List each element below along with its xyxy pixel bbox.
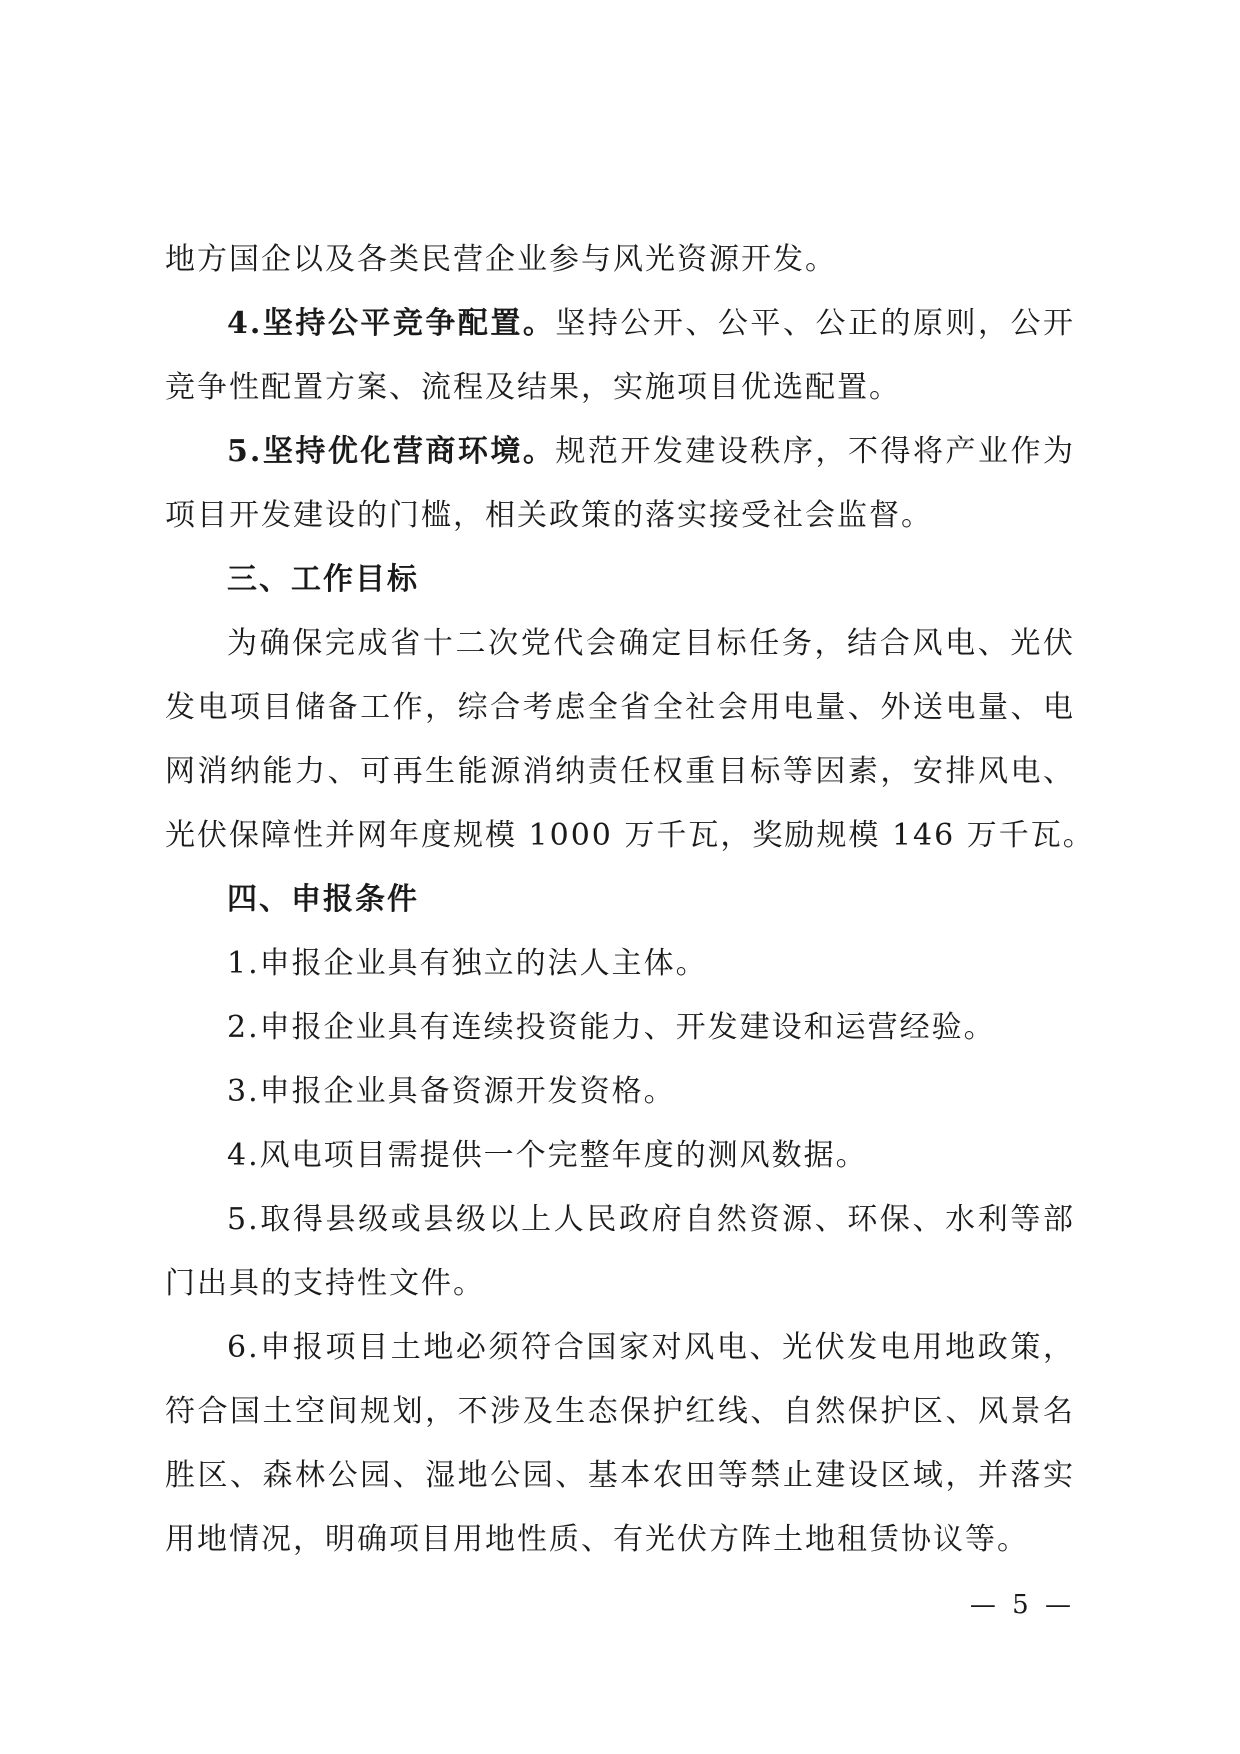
paragraph-line: 用地情况，明确项目用地性质、有光伏方阵土地租赁协议等。 (165, 1522, 1029, 1557)
condition-item: 1.申报企业具有独立的法人主体。 (227, 946, 708, 981)
paragraph-line: 门出具的支持性文件。 (165, 1266, 485, 1301)
paragraph-line: 项目开发建设的门槛，相关政策的落实接受社会监督。 (165, 498, 933, 533)
paragraph-line: 符合国土空间规划，不涉及生态保护红线、自然保护区、风景名 (165, 1394, 1075, 1429)
condition-item: 2.申报企业具有连续投资能力、开发建设和运营经验。 (227, 1010, 996, 1045)
paragraph-line: 光伏保障性并网年度规模 1000 万千瓦，奖励规模 146 万千瓦。 (165, 818, 1095, 853)
paragraph-line: 网消纳能力、可再生能源消纳责任权重目标等因素，安排风电、 (165, 754, 1075, 789)
paragraph-line: 竞争性配置方案、流程及结果，实施项目优选配置。 (165, 370, 901, 405)
paragraph-line: 地方国企以及各类民营企业参与风光资源开发。 (165, 242, 837, 277)
bold-lead: 5.坚持优化营商环境。 (227, 434, 556, 469)
page-number: — 5 — (969, 1590, 1075, 1620)
document-body (165, 228, 1095, 1572)
paragraph-line (165, 292, 1075, 356)
section-heading: 三、工作目标 (227, 562, 419, 597)
condition-item: 6.申报项目土地必须符合国家对风电、光伏发电用地政策， (227, 1330, 1075, 1365)
paragraph-text: 规范开发建设秩序，不得将产业作为 (555, 434, 1075, 469)
condition-item: 4.风电项目需提供一个完整年度的测风数据。 (227, 1138, 868, 1173)
section-heading: 四、申报条件 (227, 882, 419, 917)
paragraph-line (165, 420, 1075, 484)
paragraph-line: 胜区、森林公园、湿地公园、基本农田等禁止建设区域，并落实 (165, 1458, 1075, 1493)
condition-item: 5.取得县级或县级以上人民政府自然资源、环保、水利等部 (227, 1202, 1075, 1237)
paragraph-line: 发电项目储备工作，综合考虑全省全社会用电量、外送电量、电 (165, 690, 1075, 725)
bold-lead: 4.坚持公平竞争配置。 (227, 306, 556, 341)
paragraph-line: 为确保完成省十二次党代会确定目标任务，结合风电、光伏 (227, 626, 1075, 661)
paragraph-text: 坚持公开、公平、公正的原则，公开 (555, 306, 1075, 341)
condition-item: 3.申报企业具备资源开发资格。 (227, 1074, 676, 1109)
